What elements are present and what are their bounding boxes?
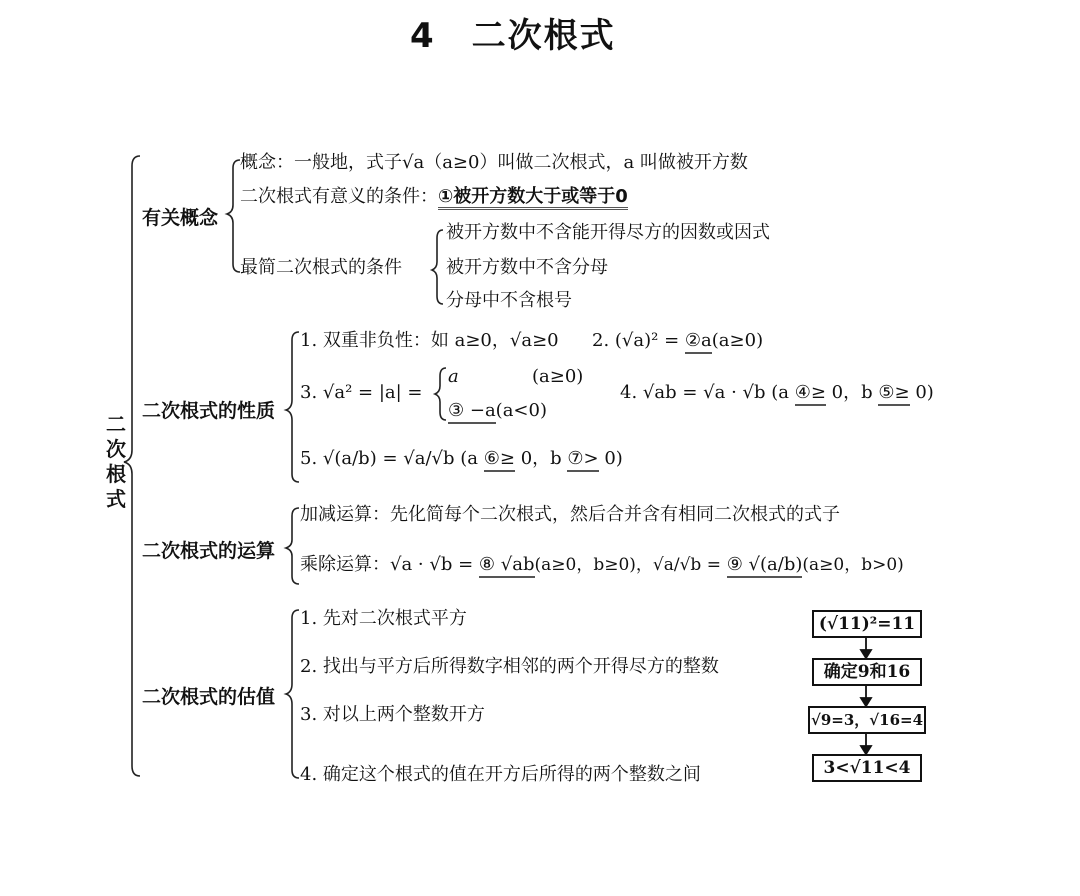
mul-div-mid: (a≥0，b≥0)，√a/√b = xyxy=(534,555,721,575)
mul-div-cond: (a≥0，b>0) xyxy=(802,555,904,575)
estimation-step-4: 4. 确定这个根式的值在开方后所得的两个整数之间 xyxy=(300,764,701,785)
property-3-case-2-cond: (a<0) xyxy=(495,400,547,421)
page-title: 4 二次根式 xyxy=(410,16,616,56)
flow-box-3: √9=3，√16=4 xyxy=(808,706,926,734)
section-operations: 二次根式的运算 xyxy=(142,540,276,562)
simplest-item-2: 被开方数中不含分母 xyxy=(446,257,608,278)
section-estimation: 二次根式的估值 xyxy=(142,686,276,708)
property-3-case-1: a xyxy=(448,366,459,387)
meaningful-condition xyxy=(240,184,628,210)
answer-6: ⑥≥ xyxy=(484,448,515,472)
section-properties: 二次根式的性质 xyxy=(142,400,276,422)
property-3-case-1-cond: (a≥0) xyxy=(532,366,584,387)
estimation-step-2: 2. 找出与平方后所得数字相邻的两个开得尽方的整数 xyxy=(300,656,719,677)
property-3-case-2 xyxy=(448,398,547,424)
property-4-lhs: 4. √ab = √a · √b (a xyxy=(620,382,789,403)
property-2-cond: (a≥0) xyxy=(711,330,764,351)
root-topic: 二次根式 xyxy=(106,412,126,511)
property-5-lhs: 5. √(a/b) = √a/√b (a xyxy=(300,448,478,469)
answer-7: ⑦> xyxy=(567,448,598,472)
property-4 xyxy=(620,380,934,406)
simplest-item-3: 分母中不含根号 xyxy=(446,290,572,311)
mul-div-rule xyxy=(300,552,904,578)
mul-div-lhs: 乘除运算：√a · √b = xyxy=(300,554,474,575)
estimation-step-3: 3. 对以上两个整数开方 xyxy=(300,704,485,725)
answer-5: ⑤≥ xyxy=(878,382,909,406)
simplest-item-1: 被开方数中不含能开得尽方的因数或因式 xyxy=(446,222,770,243)
property-4-end: 0) xyxy=(915,382,934,403)
estimation-step-1: 1. 先对二次根式平方 xyxy=(300,608,467,629)
answer-8: ⑧ √ab xyxy=(479,554,535,578)
property-1: 1. 双重非负性：如 a≥0，√a≥0 xyxy=(300,330,559,351)
answer-9: ⑨ √(a/b) xyxy=(727,554,803,578)
answer-3: ③ −a xyxy=(448,400,496,424)
concept-definition: 概念：一般地，式子√a（a≥0）叫做二次根式，a 叫做被开方数 xyxy=(240,152,748,173)
property-3-lhs: 3. √a² = |a| = xyxy=(300,382,423,403)
property-4-mid: 0，b xyxy=(831,382,873,403)
answer-4: ④≥ xyxy=(795,382,826,406)
property-5-mid: 0，b xyxy=(520,448,562,469)
flow-box-2: 确定9和16 xyxy=(812,658,922,686)
flow-box-4: 3<√11<4 xyxy=(812,754,922,782)
answer-1: ①被开方数大于或等于0 xyxy=(438,186,628,210)
answer-2: ②a xyxy=(685,330,712,354)
section-concepts: 有关概念 xyxy=(142,207,219,229)
property-2 xyxy=(592,328,763,354)
property-2-lhs: 2. (√a)² = xyxy=(592,330,680,351)
simplest-label: 最简二次根式的条件 xyxy=(240,257,402,278)
flow-box-1: (√11)²=11 xyxy=(812,610,922,638)
property-5-end: 0) xyxy=(604,448,623,469)
property-5 xyxy=(300,446,623,472)
add-sub-rule: 加减运算：先化简每个二次根式，然后合并含有相同二次根式的式子 xyxy=(300,504,840,525)
meaningful-condition-label: 二次根式有意义的条件： xyxy=(240,186,438,207)
